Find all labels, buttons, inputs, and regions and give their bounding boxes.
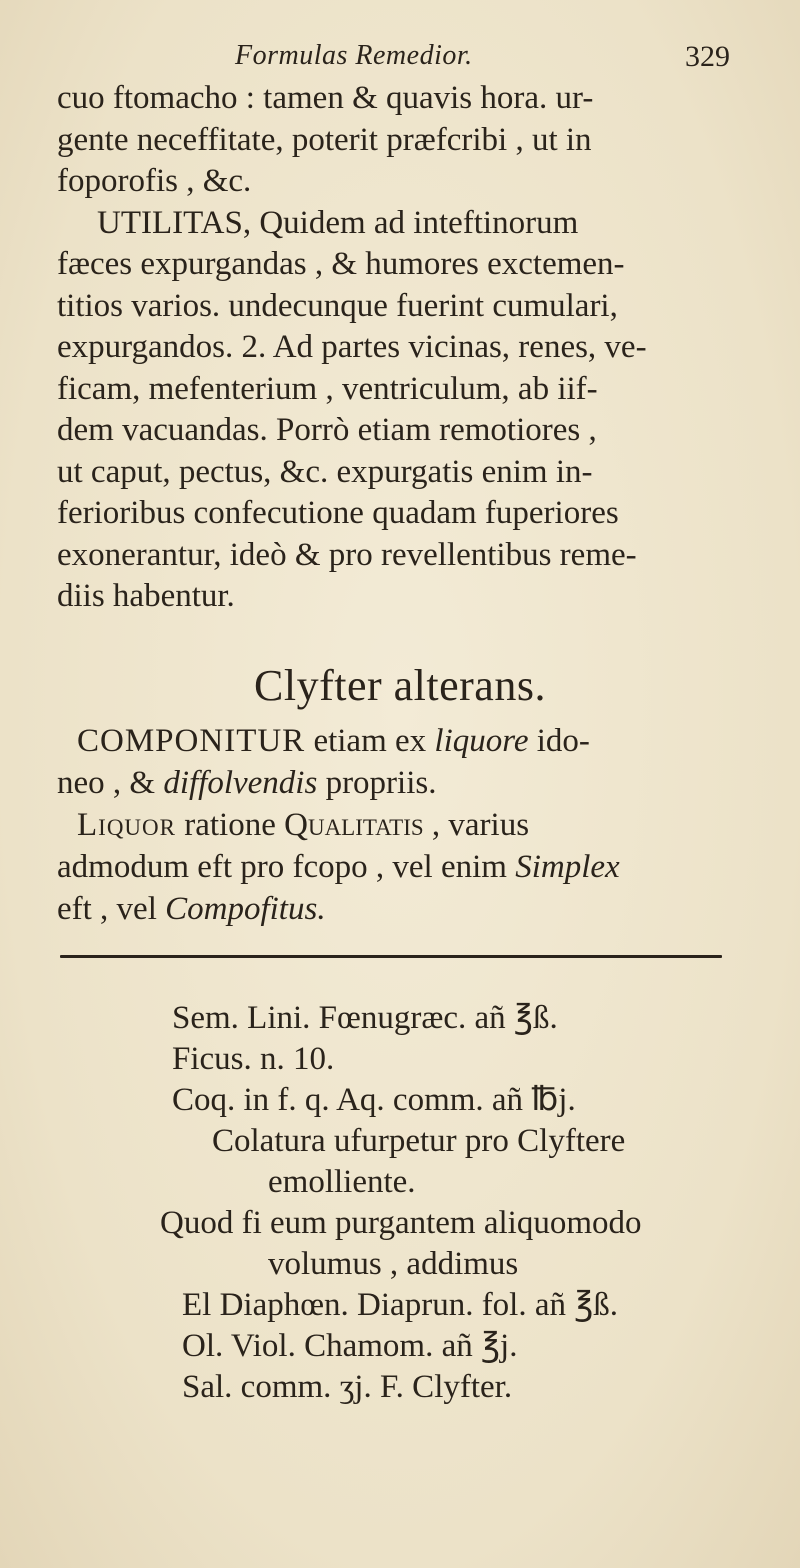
running-head bbox=[235, 40, 730, 80]
lead-word: COMPONITUR bbox=[77, 723, 306, 759]
body-paragraph bbox=[57, 78, 747, 618]
recipe-line: Sal. comm. ʒj. F. Clyfter. bbox=[182, 1369, 513, 1405]
body-line: dem vacuandas. Porrò etiam remotiores , bbox=[57, 412, 597, 448]
body-line: cuo ftomacho : tamen & quavis hora. ur- bbox=[57, 80, 594, 116]
composition-line-5 bbox=[57, 888, 747, 930]
recipe-line: Coq. in f. q. Aq. comm. añ ℔j. bbox=[172, 1082, 576, 1118]
body-line: titios varios. undecunque fuerint cumulari, bbox=[57, 287, 618, 324]
italic-term: Compofitus. bbox=[165, 891, 326, 927]
text-run: neo , & bbox=[57, 765, 164, 801]
text-run: propriis. bbox=[317, 765, 437, 801]
page-number: 329 bbox=[685, 40, 730, 73]
recipe-line: emolliente. bbox=[268, 1164, 416, 1200]
recipe-line: Sem. Lini. Fœnugræc. añ ℥ß. bbox=[172, 1000, 558, 1036]
composition-paragraph bbox=[57, 720, 747, 930]
italic-term: Simplex bbox=[515, 849, 620, 885]
recipe-line: Ol. Viol. Chamom. añ ℥j. bbox=[182, 1328, 518, 1364]
text-run: eft , vel bbox=[57, 891, 166, 927]
composition-line-3 bbox=[57, 804, 747, 846]
recipe-line: Quod fi eum purgantem aliquomodo bbox=[160, 1205, 642, 1241]
body-line: ferioribus confecutione quadam fuperiores bbox=[57, 495, 619, 531]
italic-term: diffolvendis bbox=[163, 765, 318, 801]
text-run: ido- bbox=[528, 723, 590, 759]
body-line: diis habentur. bbox=[57, 578, 235, 614]
recipe-line: Colatura ufurpetur pro Clyftere bbox=[212, 1123, 626, 1159]
body-line: ficam, mefenterium , ventriculum, ab iif- bbox=[57, 370, 598, 407]
composition-line-1 bbox=[57, 720, 747, 762]
body-line: foporofis , &c. bbox=[57, 163, 252, 199]
text-run: , varius bbox=[423, 807, 530, 843]
body-line: UTILITAS, Quidem ad inteftinorum bbox=[97, 204, 579, 241]
running-title: Formulas Remedior. bbox=[235, 40, 473, 71]
recipe-line: Ficus. n. 10. bbox=[172, 1041, 335, 1077]
small-caps-term: Qualitatis bbox=[284, 807, 424, 843]
body-line: fæces expurgandas , & humores exctemen- bbox=[57, 246, 625, 282]
horizontal-rule bbox=[60, 955, 722, 958]
composition-line-2 bbox=[57, 762, 747, 804]
text-run: etiam ex bbox=[305, 723, 435, 759]
body-line: ut caput, pectus, &c. expurgatis enim in- bbox=[57, 453, 593, 490]
section-heading: Clyfter alterans. bbox=[254, 661, 546, 710]
composition-line-4 bbox=[57, 846, 747, 888]
recipe-line: El Diaphœn. Diaprun. fol. añ ℥ß. bbox=[182, 1287, 619, 1323]
text-run: ratione bbox=[176, 807, 285, 843]
lead-word: Liquor bbox=[77, 807, 176, 843]
text-run: admodum eft pro fcopo , vel enim bbox=[57, 849, 516, 885]
italic-term: liquore bbox=[434, 723, 529, 759]
body-line: gente neceffitate, poterit præfcribi , ut in bbox=[57, 121, 592, 158]
recipe-line: volumus , addimus bbox=[268, 1246, 519, 1282]
body-line: exonerantur, ideò & pro revellentibus reme- bbox=[57, 536, 637, 573]
recipe-block bbox=[160, 998, 760, 1408]
body-line: expurgandos. 2. Ad partes vicinas, renes, ve- bbox=[57, 329, 647, 365]
